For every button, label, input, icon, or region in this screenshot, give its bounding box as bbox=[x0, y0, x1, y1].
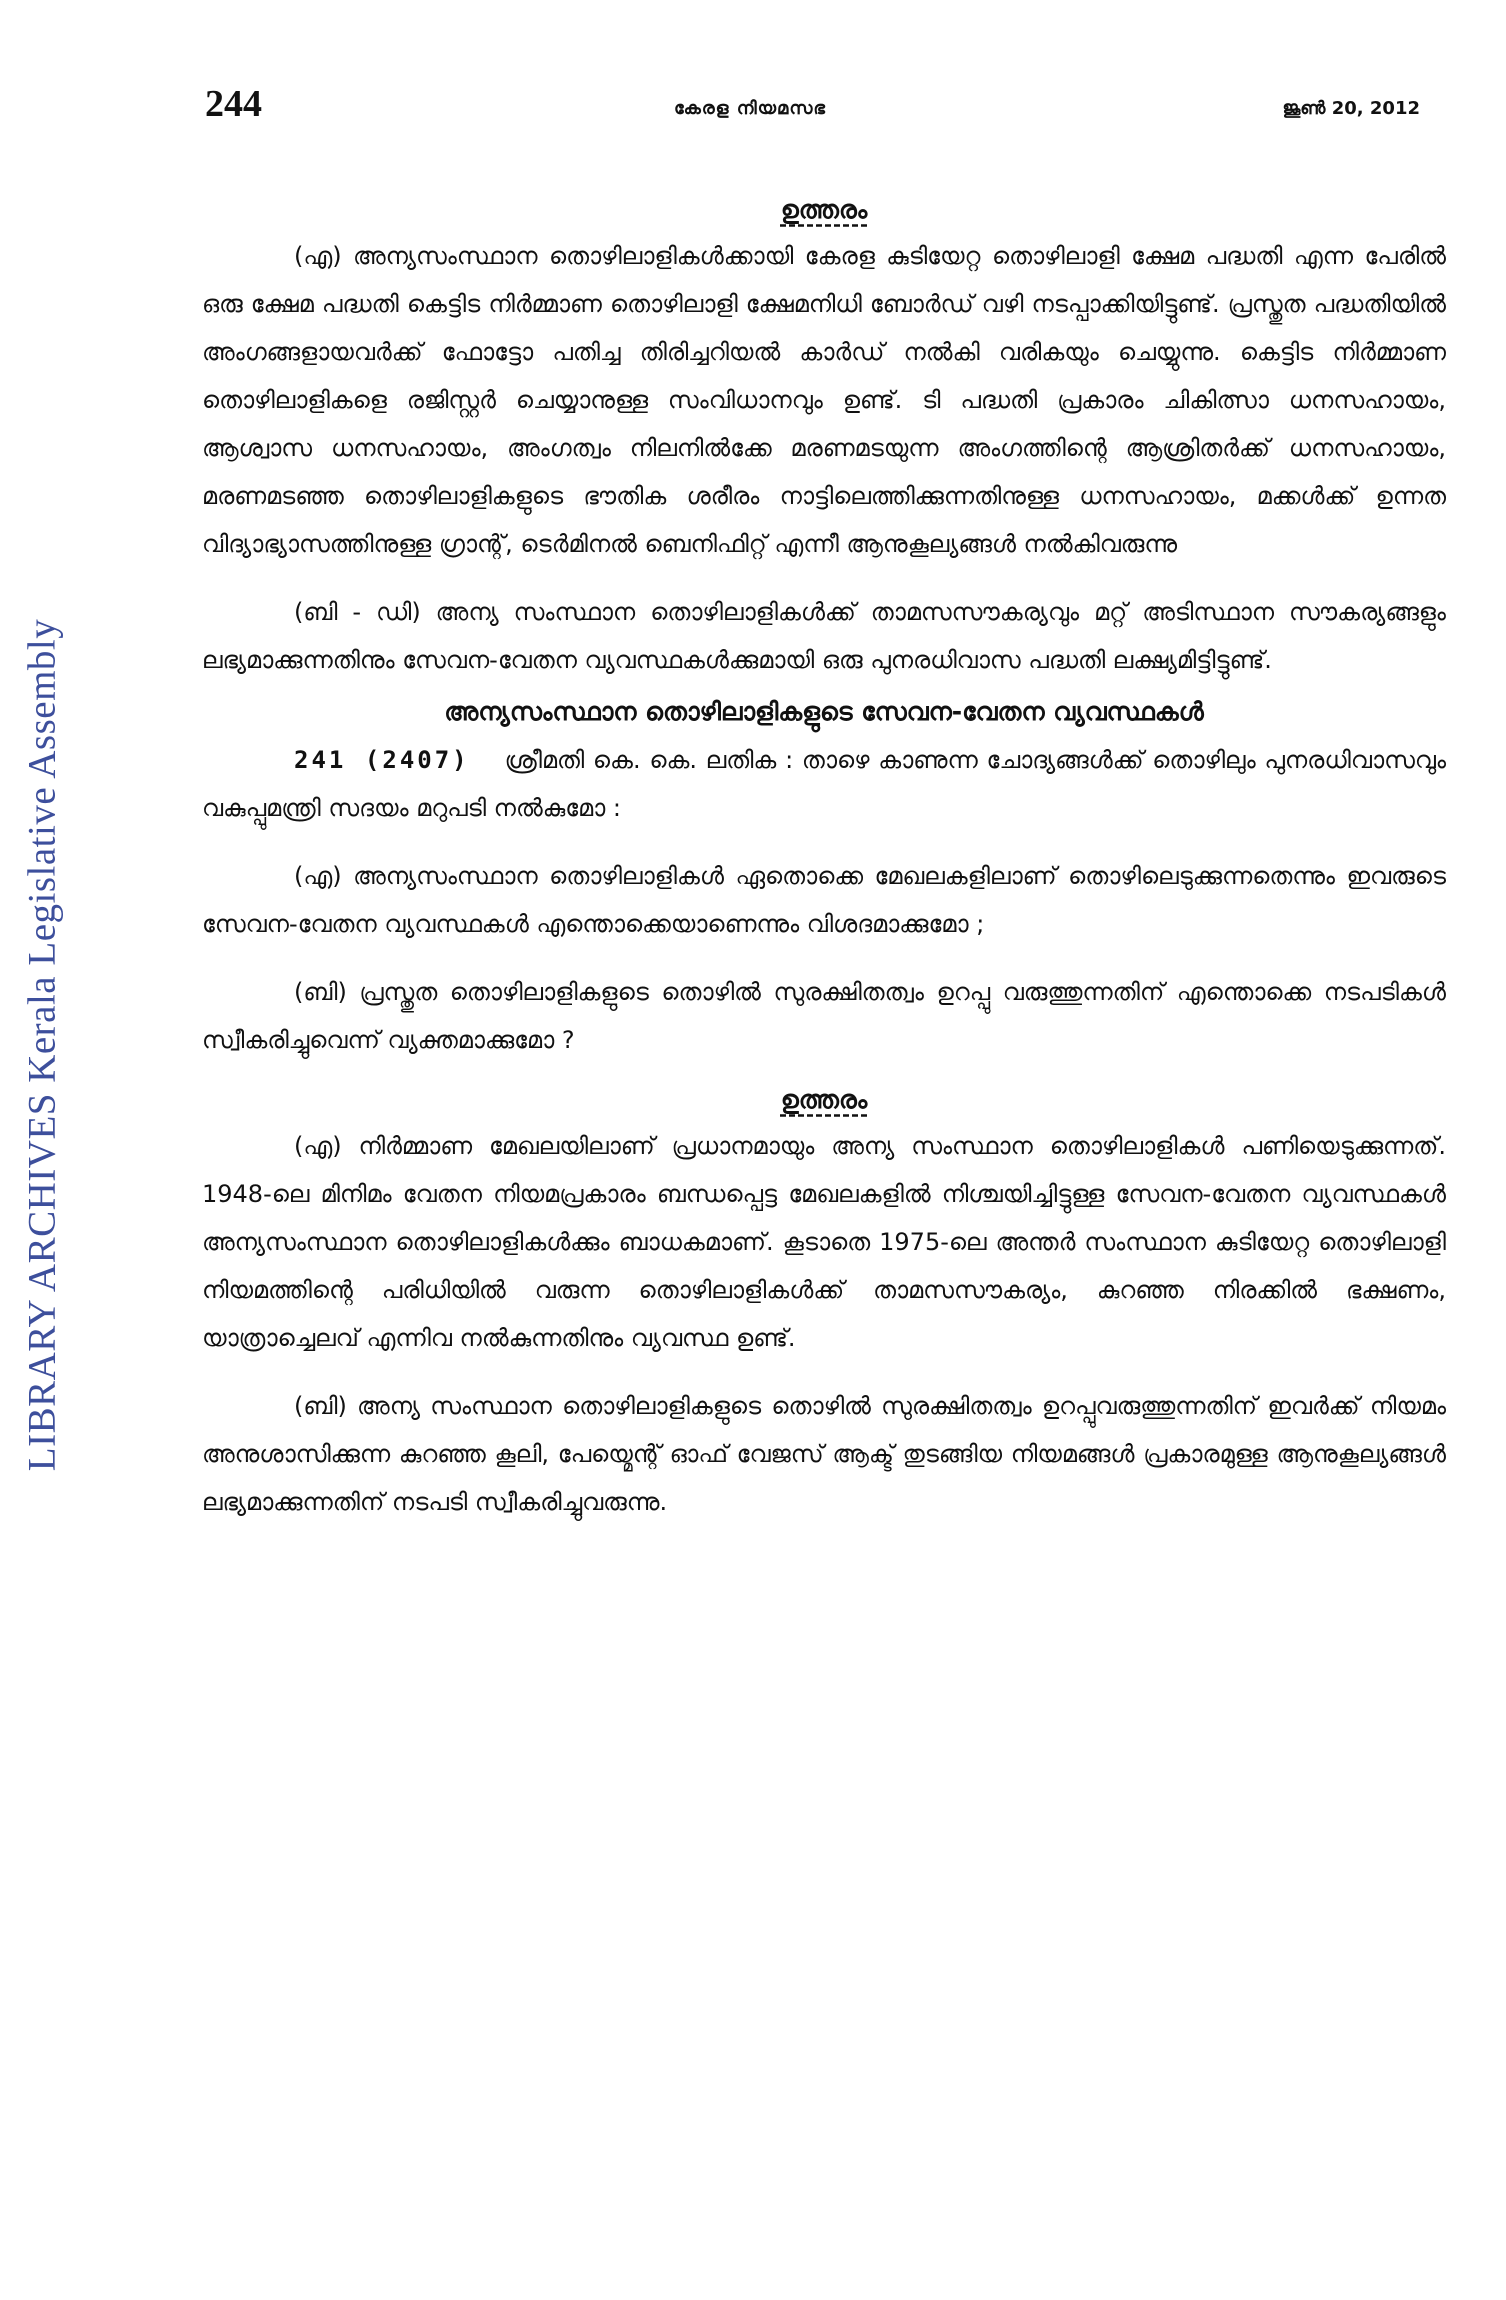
archive-watermark: LIBRARY ARCHIVES Kerala Legislative Assembly bbox=[20, 618, 64, 1472]
answer-2-para-a: (എ) നിർമ്മാണ മേഖലയിലാണ് പ്രധാനമായും അന്യ സംസ്ഥാന തൊഴിലാളികൾ പണിയെടുക്കുന്നത്. 1948-ലെ മിനിമം വേതന നിയമപ്രകാരം ബന്ധപ്പെട്ട മേഖലകളിൽ നിശ്ചയിച്ചിട്ടുള്ള സേവന-വേതന വ്യവസ്ഥകൾ അന്യസംസ്ഥാന തൊഴിലാളികൾക്കും ബാധകമാണ്. കൂടാതെ 1975-ലെ അന്തർ സംസ്ഥാന കുടിയേറ്റ തൊഴിലാളി നിയമത്തിന്റെ പരിധിയിൽ വരുന്ന തൊഴിലാളികൾക്ക് താമസസൗകര്യം, കുറഞ്ഞ നിരക്കിൽ ഭക്ഷണം, യാത്രാച്ചെലവ് എന്നിവ നൽകുന്നതിനും വ്യവസ്ഥ ഉണ്ട്. bbox=[202, 1132, 1446, 1352]
answer-heading-1-text: ഉത്തരം bbox=[780, 195, 868, 224]
question-number: 241 (2407) bbox=[294, 746, 470, 774]
answer-heading-2-text: ഉത്തരം bbox=[780, 1085, 868, 1114]
question-subject: അന്യസംസ്ഥാന തൊഴിലാളികളുടെ സേവന-വേതന വ്യവസ്ഥകൾ bbox=[444, 697, 1204, 726]
question-part-a: (എ) അന്യസംസ്ഥാന തൊഴിലാളികൾ ഏതൊക്കെ മേഖലകളിലാണ് തൊഴിലെടുക്കുന്നതെന്നും ഇവരുടെ സേവന-വേതന വ്യവസ്ഥകൾ എന്തൊക്കെയാണെന്നും വിശദമാക്കുമോ ; bbox=[202, 862, 1446, 938]
page-header bbox=[0, 82, 1506, 142]
answer-1-para-a: (എ) അന്യസംസ്ഥാന തൊഴിലാളികൾക്കായി കേരള കുടിയേറ്റ തൊഴിലാളി ക്ഷേമ പദ്ധതി എന്ന പേരിൽ ഒരു ക്ഷേമ പദ്ധതി കെട്ടിട നിർമ്മാണ തൊഴിലാളി ക്ഷേമനിധി ബോർഡ് വഴി നടപ്പാക്കിയിട്ടുണ്ട്. പ്രസ്തുത പദ്ധതിയിൽ അംഗങ്ങളായവർക്ക് ഫോട്ടോ പതിച്ച തിരിച്ചറിയൽ കാർഡ് നൽകി വരികയും ചെയ്യുന്നു. കെട്ടിട നിർമ്മാണ തൊഴിലാളികളെ രജിസ്റ്റർ ചെയ്യാനുള്ള സംവിധാനവും ഉണ്ട്. ടി പദ്ധതി പ്രകാരം ചികിത്സാ ധനസഹായം, ആശ്വാസ ധനസഹായം, അംഗത്വം നിലനിൽക്കേ മരണമടയുന്ന അംഗത്തിന്റെ ആശ്രിതർക്ക് ധനസഹായം, മരണമടഞ്ഞ തൊഴിലാളികളുടെ ഭൗതിക ശരീരം നാട്ടിലെത്തിക്കുന്നതിനുള്ള ധനസഹായം, മക്കൾക്ക് ഉന്നത വിദ്യാഭ്യാസത്തിനുള്ള ഗ്രാന്റ്, ടെർമിനൽ ബെനിഫിറ്റ് എന്നീ ആനുകൂല്യങ്ങൾ നൽകിവരുന്നു bbox=[202, 242, 1446, 558]
header-date: ജൂൺ 20, 2012 bbox=[1282, 98, 1420, 119]
answer-heading-1 bbox=[202, 190, 1446, 230]
question-part-b: (ബി) പ്രസ്തുത തൊഴിലാളികളുടെ തൊഴിൽ സുരക്ഷിതത്വം ഉറപ്പു വരുത്തുന്നതിന് എന്തൊക്കെ നടപടികൾ സ്വീകരിച്ചുവെന്ന് വ്യക്തമാക്കുമോ ? bbox=[202, 978, 1446, 1054]
question-intro-line bbox=[202, 736, 1446, 832]
answer-1-para-bd: (ബി - ഡി) അന്യ സംസ്ഥാന തൊഴിലാളികൾക്ക് താമസസൗകര്യവും മറ്റ് അടിസ്ഥാന സൗകര്യങ്ങളും ലഭ്യമാക്കുന്നതിനും സേവന-വേതന വ്യവസ്ഥകൾക്കുമായി ഒരു പുനരധിവാസ പദ്ധതി ലക്ഷ്യമിട്ടിട്ടുണ്ട്. bbox=[202, 598, 1446, 674]
answer-heading-2 bbox=[202, 1080, 1446, 1120]
answer-2-para-b: (ബി) അന്യ സംസ്ഥാന തൊഴിലാളികളുടെ തൊഴിൽ സുരക്ഷിതത്വം ഉറപ്പുവരുത്തുന്നതിന് ഇവർക്ക് നിയമം അനുശാസിക്കുന്ന കുറഞ്ഞ കൂലി, പേയ്മെന്റ് ഓഫ് വേജസ് ആക്ട് തുടങ്ങിയ നിയമങ്ങൾ പ്രകാരമുള്ള ആനുകൂല്യങ്ങൾ ലഭ്യമാക്കുന്നതിന് നടപടി സ്വീകരിച്ചുവരുന്നു. bbox=[202, 1392, 1446, 1516]
running-title: കേരള നിയമസഭ bbox=[673, 98, 827, 119]
document-body bbox=[202, 190, 1446, 1526]
question-intro: ശ്രീമതി കെ. കെ. ലതിക : താഴെ കാണുന്ന ചോദ്യങ്ങൾക്ക് തൊഴിലും പുനരധിവാസവും വകുപ്പുമന്ത്രി സദയം മറുപടി നൽകുമോ : bbox=[202, 746, 1446, 822]
page-number: 244 bbox=[205, 83, 262, 125]
